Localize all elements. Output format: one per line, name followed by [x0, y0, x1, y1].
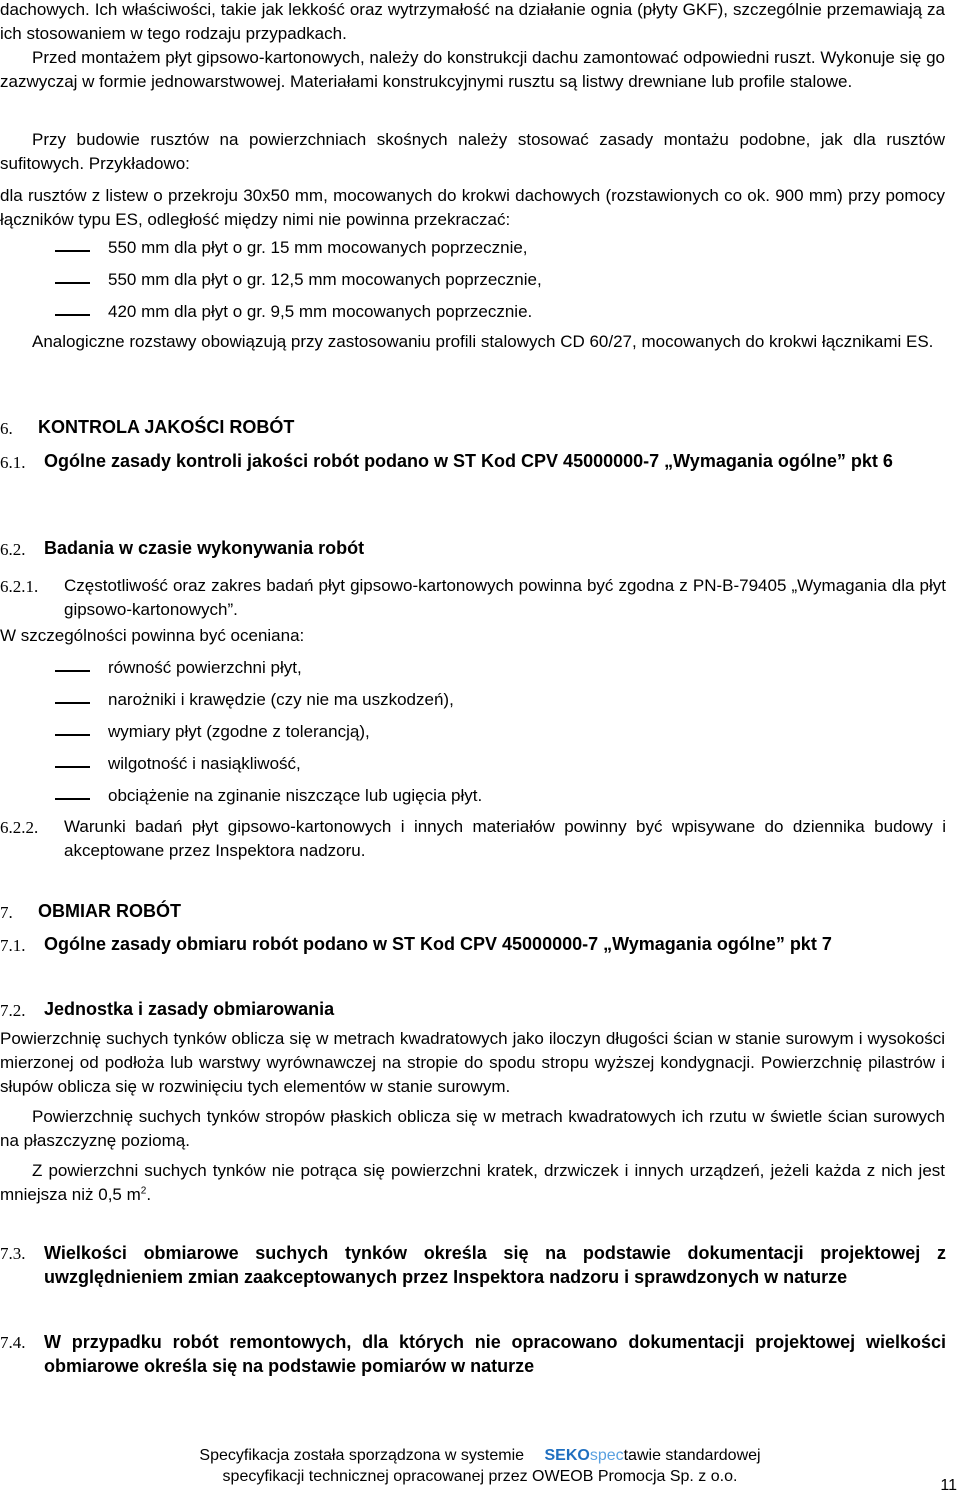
footer-text: Specyfikacja została sporządzona w systemie — [199, 1447, 525, 1464]
list-item: 550 mm dla płyt o gr. 15 mm mocowanych poprzecznie, — [108, 238, 528, 257]
section-number: 6. — [0, 419, 13, 438]
superscript: 2 — [140, 1185, 147, 1197]
paragraph-obmiar-stropy: Powierzchnię suchych tynków stropów płaskich oblicza się w metrach kwadratowych ich rzutu w świetle ścian surowych na płaszczyznę poziomą. — [0, 1107, 945, 1150]
section-title: Ogólne zasady kontroli jakości robót podano w ST Kod CPV 45000000-7 „Wymagania ogólne” pkt 6 — [44, 451, 893, 471]
section-number: 7.3. — [0, 1244, 26, 1263]
paragraph-text: Z powierzchni suchych tynków nie potrąca się powierzchni kratek, drzwiczek i innych urządzeń, jeżeli każda z nich jest mniejsza niż 0,5 m — [0, 1161, 945, 1204]
section-title: Jednostka i zasady obmiarowania — [44, 999, 335, 1019]
list-item: 420 mm dla płyt o gr. 9,5 mm mocowanych poprzecznie. — [108, 302, 533, 321]
section-number: 6.2.1. — [0, 577, 39, 596]
section-number: 6.1. — [0, 453, 26, 472]
list-item: wymiary płyt (zgodne z tolerancją), — [108, 722, 370, 741]
list-dash — [55, 314, 90, 316]
section-number: 6.2. — [0, 540, 26, 559]
section-text: Częstotliwość oraz zakres badań płyt gipsowo-kartonowych powinna być zgodna z PN-B-79405 „Wymagania dla płyt gipsowo-kartonowych”. — [64, 576, 946, 619]
paragraph-analogiczne: Analogiczne rozstawy obowiązują przy zastosowaniu profili stalowych CD 60/27, mocowanych do krokwi łącznikami ES. — [32, 332, 934, 351]
section-text: Warunki badań płyt gipsowo-kartonowych i innych materiałów powinny być wpisywane do dziennika budowy i akceptowane przez Inspektora nadzoru. — [64, 817, 946, 860]
list-item: wilgotność i nasiąkliwość, — [108, 754, 301, 773]
paragraph-ocena-intro: W szczególności powinna być oceniana: — [0, 626, 305, 645]
list-dash — [55, 670, 90, 672]
list-item: obciążenie na zginanie niszczące lub ugięcia płyt. — [108, 786, 483, 805]
paragraph-obmiar-sciany: Powierzchnię suchych tynków oblicza się w metrach kwadratowych jako iloczyn długości ścian w stanie surowym i wysokości mierzonej od podłoża lub warstwy wyrównawczej na stropie do spodu stropu wyższej kondygnacji. Powierzchnię pilastrów i słupów oblicza się w rozwinięciu tych elementów w stanie surowym. — [0, 1029, 945, 1096]
footer-line-2: specyfikacji technicznej opracowanej przez OWEOB Promocja Sp. z o.o. — [222, 1468, 738, 1485]
sekospec-logo-spec: spec — [589, 1447, 624, 1464]
section-title: W przypadku robót remontowych, dla których nie opracowano dokumentacji projektowej wielkości obmiarowe określa się na podstawie pomiarów w naturze — [44, 1332, 946, 1376]
section-title: Ogólne zasady obmiaru robót podano w ST Kod CPV 45000000-7 „Wymagania ogólne” pkt 7 — [44, 934, 832, 954]
paragraph-obmiar-potracenia — [0, 1159, 945, 1207]
sekospec-logo-seko: SEKO — [544, 1447, 590, 1464]
list-item: 550 mm dla płyt o gr. 12,5 mm mocowanych poprzecznie, — [108, 270, 542, 289]
page-number: 11 — [940, 1477, 957, 1494]
list-dash — [55, 702, 90, 704]
section-number: 7.4. — [0, 1333, 26, 1352]
section-title: Badania w czasie wykonywania robót — [44, 538, 365, 558]
list-dash — [55, 282, 90, 284]
paragraph-ruszt: Przed montażem płyt gipsowo-kartonowych, należy do konstrukcji dachu zamontować odpowiedni ruszt. Wykonuje się go zazwyczaj w formie jednowarstwowej. Materiałami konstrukcyjnymi rusztu są listwy drewniane lub profile stalowe. — [0, 48, 945, 91]
paragraph-end: . — [146, 1185, 152, 1204]
paragraph-intro: dachowych. Ich właściwości, takie jak lekkość oraz wytrzymałość na działanie ognia (płyty GKF), szczególnie przemawiają za ich stosowaniem w tego rodzaju przypadkach. — [0, 0, 945, 43]
paragraph-listwy: dla rusztów z listew o przekroju 30x50 mm, mocowanych do krokwi dachowych (rozstawionych co ok. 900 mm) przy pomocy łączników typu ES, odległość między nimi nie powinna przekraczać: — [0, 186, 945, 229]
section-title: KONTROLA JAKOŚCI ROBÓT — [38, 417, 295, 437]
list-dash — [55, 766, 90, 768]
paragraph-skosne: Przy budowie rusztów na powierzchniach skośnych należy stosować zasady montażu podobne, jak dla rusztów sufitowych. Przykładowo: — [0, 130, 945, 173]
list-dash — [55, 798, 90, 800]
section-number: 7.1. — [0, 936, 26, 955]
list-item: równość powierzchni płyt, — [108, 658, 302, 677]
list-dash — [55, 734, 90, 736]
footer-text: tawie standardowej — [623, 1447, 761, 1464]
list-item: narożniki i krawędzie (czy nie ma uszkodzeń), — [108, 690, 454, 709]
section-number: 7.2. — [0, 1001, 26, 1020]
section-title: OBMIAR ROBÓT — [38, 901, 181, 921]
section-title: Wielkości obmiarowe suchych tynków określa się na podstawie dokumentacji projektowej z uwzględnieniem zmian zaakceptowanych przez Inspektora nadzoru i sprawdzonych w naturze — [44, 1243, 946, 1287]
section-number: 7. — [0, 903, 13, 922]
list-dash — [55, 250, 90, 252]
footer-line-1 — [0, 1445, 960, 1466]
section-number: 6.2.2. — [0, 818, 39, 837]
